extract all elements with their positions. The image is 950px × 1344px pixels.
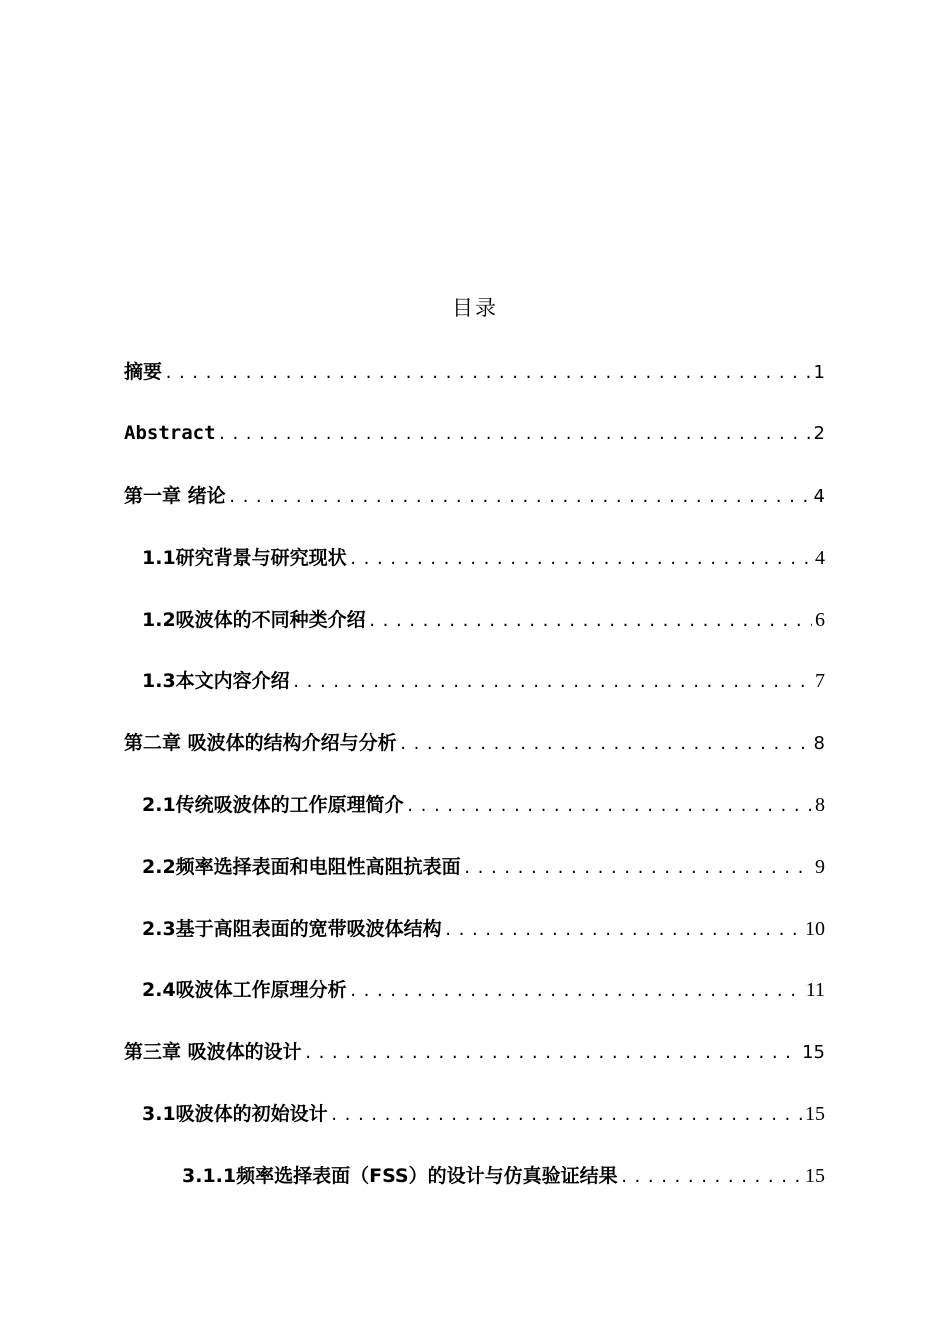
dot-leader <box>349 982 803 1000</box>
dot-leader <box>406 797 812 815</box>
toc-entry-page-number: 8 <box>815 793 825 816</box>
dot-leader <box>463 859 812 877</box>
toc-entry[interactable] <box>0 402 950 464</box>
dot-leader <box>228 488 811 506</box>
toc-entry-page-number: 15 <box>802 1042 825 1064</box>
toc-entry-page-number: 4 <box>815 546 825 569</box>
toc-entry-page-number: 10 <box>805 917 825 940</box>
toc-entry-label: 3.1.1频率选择表面（FSS）的设计与仿真验证结果 <box>182 1164 618 1187</box>
toc-entry-page-number: 4 <box>813 485 825 507</box>
toc-entry[interactable] <box>0 464 950 526</box>
toc-entry-page-number: 15 <box>805 1102 825 1125</box>
dot-leader <box>164 364 811 382</box>
toc-entry[interactable] <box>0 1082 950 1144</box>
dot-leader <box>444 921 802 939</box>
toc-entry-page-number: 2 <box>813 422 825 444</box>
toc-entry-label: 2.3基于高阻表面的宽带吸波体结构 <box>142 917 442 940</box>
dot-leader <box>620 1168 802 1186</box>
dot-leader <box>349 550 812 568</box>
toc-entry[interactable] <box>0 525 950 587</box>
toc-entry-page-number: 1 <box>813 362 825 384</box>
toc-entry-page-number: 9 <box>815 855 825 878</box>
toc-title: 目录 <box>452 296 498 320</box>
toc-entry-label: 1.2吸波体的不同种类介绍 <box>142 608 366 631</box>
toc-entry-label: 1.3本文内容介绍 <box>142 670 290 693</box>
toc-entry[interactable] <box>0 773 950 835</box>
toc-entry[interactable] <box>0 711 950 773</box>
toc-entry-label: 第二章 吸波体的结构介绍与分析 <box>124 732 397 755</box>
dot-leader <box>399 735 811 753</box>
toc-entry-page-number: 11 <box>805 979 825 1002</box>
toc-entry-page-number: 7 <box>815 670 825 693</box>
toc-entry-page-number: 6 <box>815 608 825 631</box>
toc-entry-label: 1.1研究背景与研究现状 <box>142 546 347 569</box>
toc-entry-label: 第一章 绪论 <box>124 484 226 507</box>
dot-leader <box>218 425 811 443</box>
toc-entry-label: 2.4吸波体工作原理分析 <box>142 979 347 1002</box>
dot-leader <box>292 673 812 691</box>
dot-leader <box>304 1044 799 1062</box>
toc-entry-label: 摘要 <box>124 361 163 384</box>
toc-entry[interactable] <box>0 340 950 402</box>
table-of-contents <box>0 340 950 1205</box>
toc-entry[interactable] <box>0 896 950 958</box>
toc-entry[interactable] <box>0 1020 950 1082</box>
toc-entry[interactable] <box>0 958 950 1020</box>
dot-leader <box>330 1106 802 1124</box>
toc-entry[interactable] <box>0 587 950 649</box>
toc-entry-label: Abstract <box>124 421 216 444</box>
toc-entry-label: 第三章 吸波体的设计 <box>124 1041 302 1064</box>
toc-entry[interactable] <box>0 834 950 896</box>
toc-entry[interactable] <box>0 649 950 711</box>
dot-leader <box>368 612 812 630</box>
toc-entry-label: 2.1传统吸波体的工作原理简介 <box>142 793 404 816</box>
toc-entry[interactable] <box>0 1143 950 1205</box>
toc-entry-page-number: 8 <box>813 733 825 755</box>
toc-entry-page-number: 15 <box>805 1164 825 1187</box>
toc-entry-label: 3.1吸波体的初始设计 <box>142 1102 328 1125</box>
toc-entry-label: 2.2频率选择表面和电阻性高阻抗表面 <box>142 855 461 878</box>
